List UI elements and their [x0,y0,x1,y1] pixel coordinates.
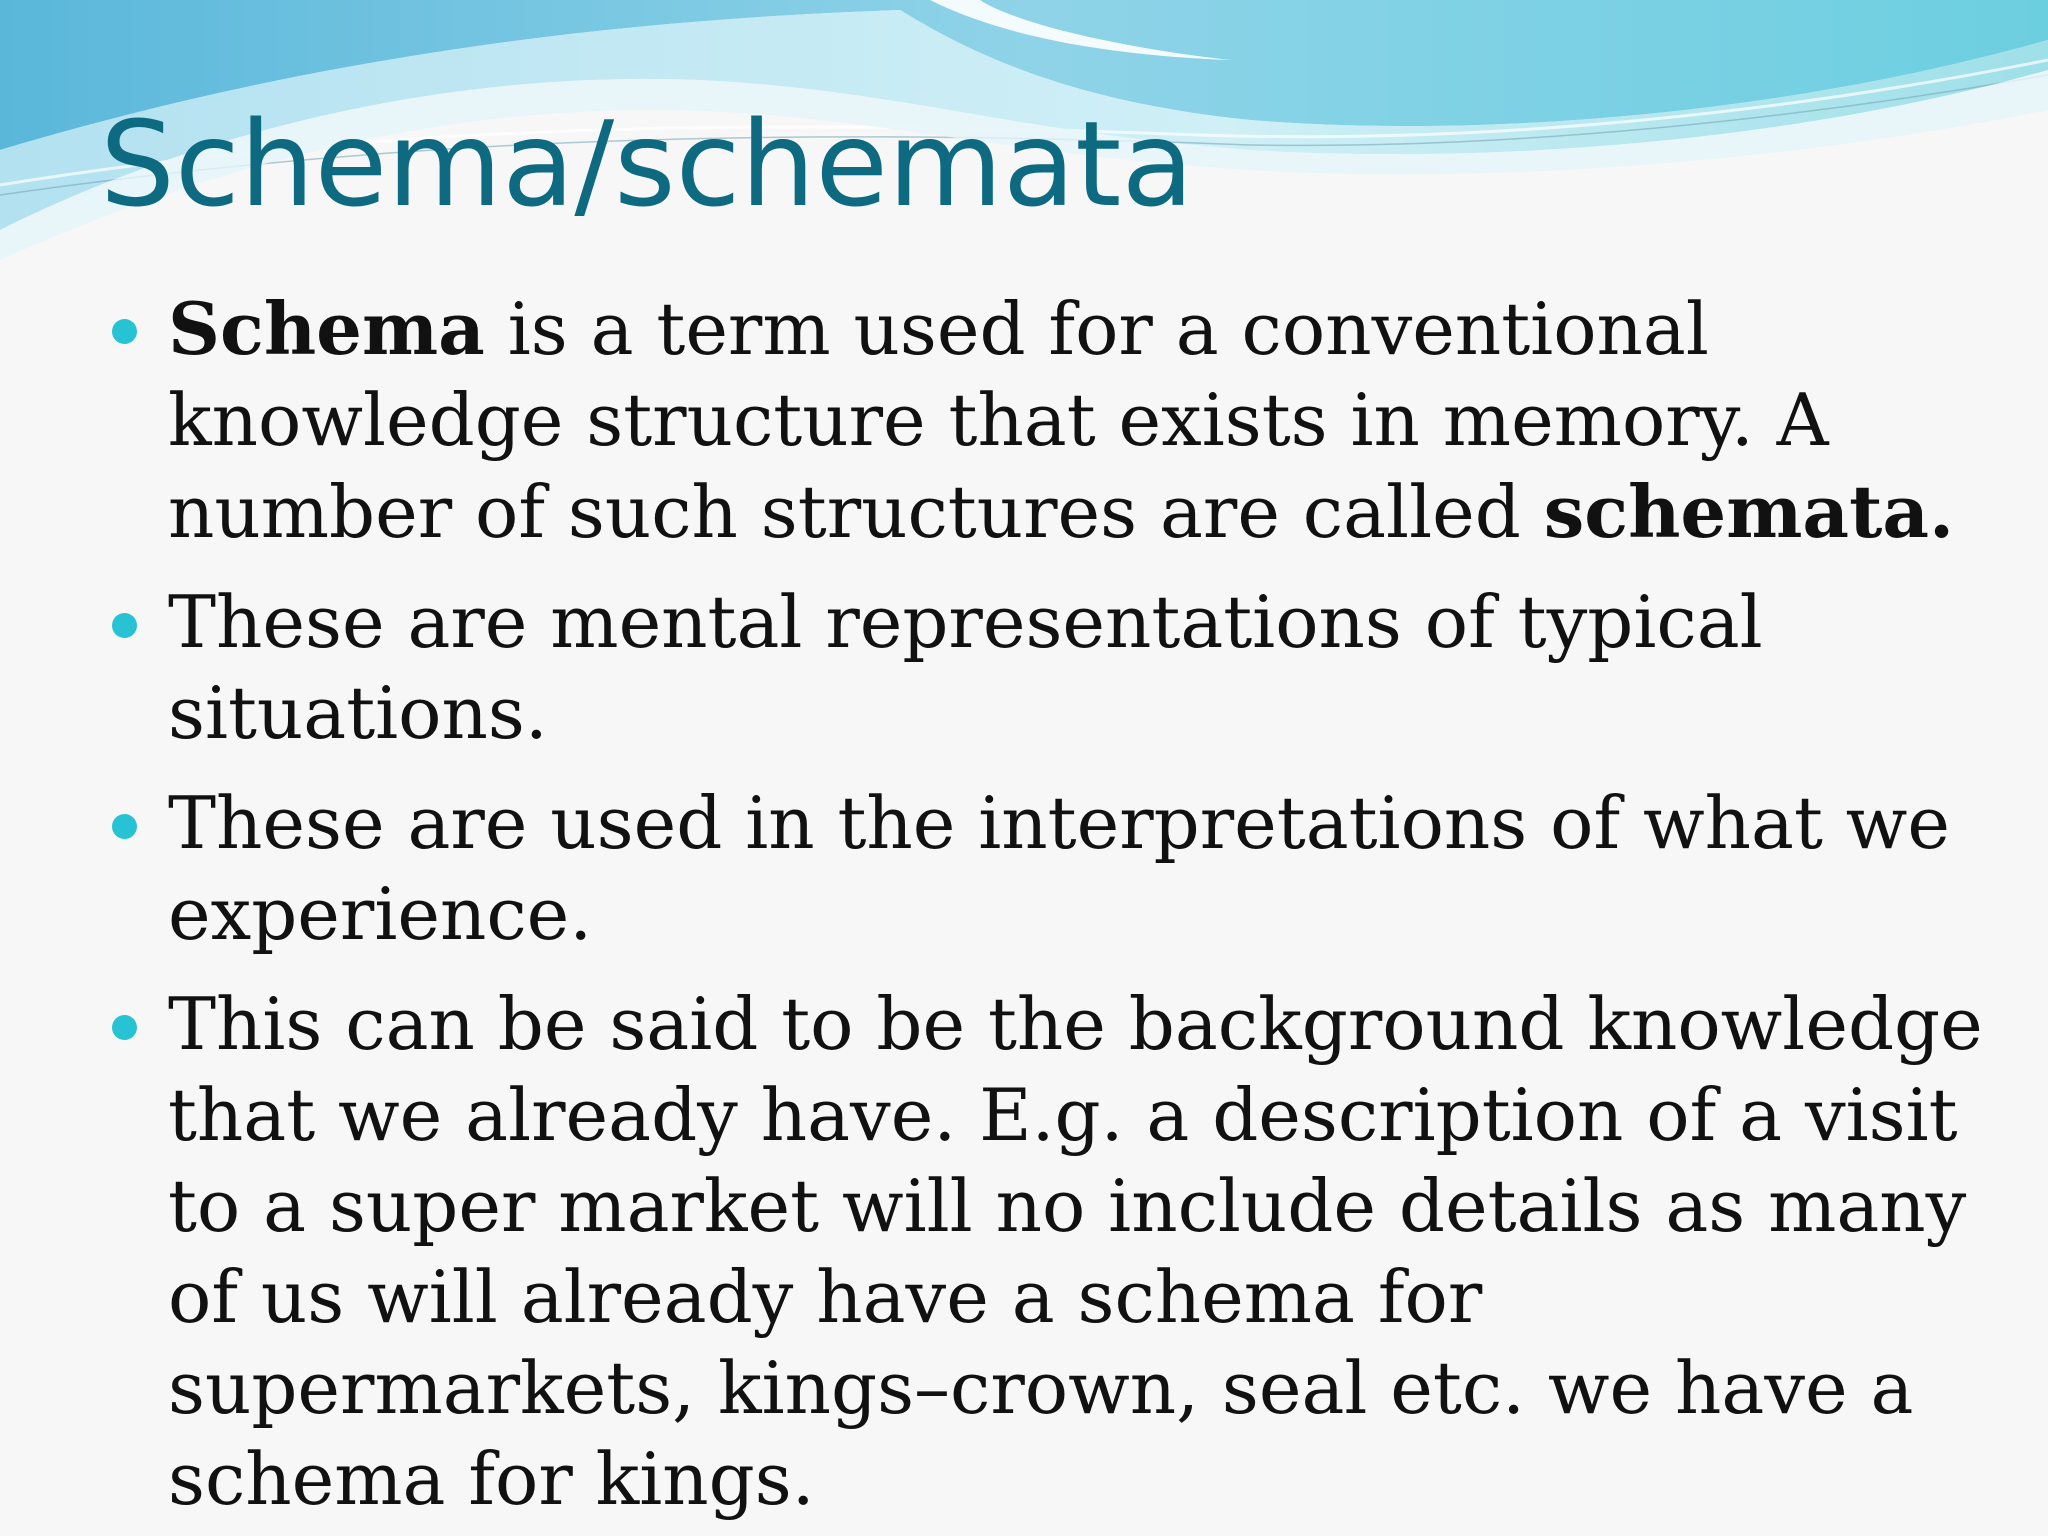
bullet-text: These are used in the interpretations of what we experience. [168,781,1950,956]
slide-title: Schema/schemata [100,95,1194,233]
bullet-dot-icon [112,1015,137,1040]
bullet-item [0,577,2048,759]
bullet-item [0,979,2048,1525]
bullet-text [168,287,1954,554]
bullet-text-segment: is a term used for a conventional knowledge structure that exists in memory. A number of such structures are called [168,287,1829,554]
bold-term: schemata. [1543,469,1955,554]
bullet-text: These are mental representations of typical situations. [168,580,1763,755]
bullet-text: This can be said to be the background knowledge that we already have. E.g. a description of a visit to a super market will no include details as many of us will already have a schema for supermarkets, kings–crown, seal etc. we have a schema for kings. [168,982,1983,1521]
bullet-item [0,778,2048,960]
bullet-dot-icon [112,814,137,839]
bullet-dot-icon [112,319,137,344]
bullet-list [0,283,2048,1536]
bullet-item [0,283,2048,558]
bullet-dot-icon [112,613,137,638]
bold-term: Schema [168,286,485,371]
